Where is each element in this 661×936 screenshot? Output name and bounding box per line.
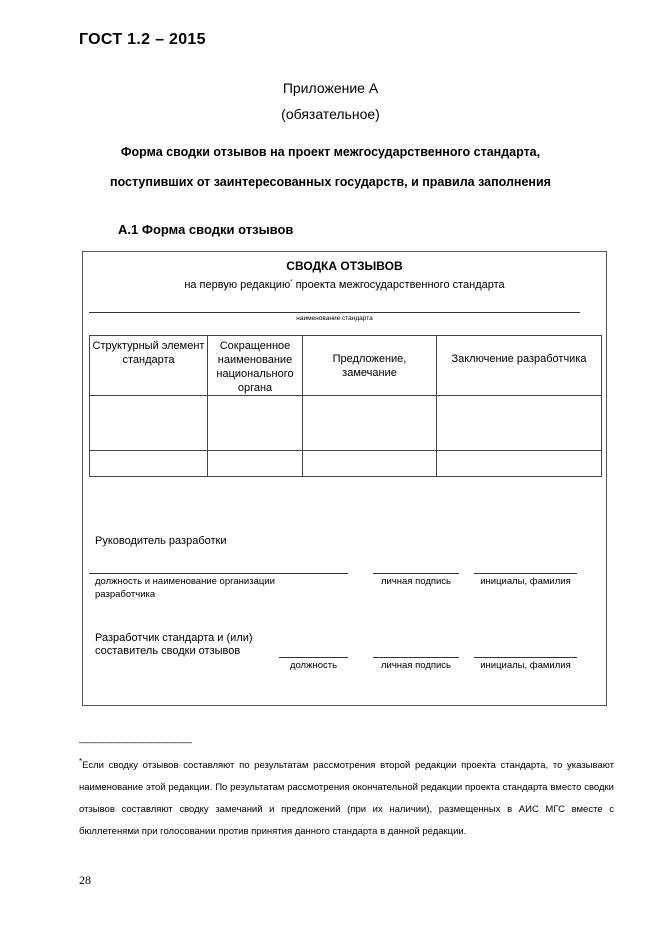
page-number: 28 xyxy=(79,873,91,887)
appendix-title: Приложение А xyxy=(282,80,379,96)
standard-header: ГОСТ 1.2 – 2015 xyxy=(79,31,206,48)
table-cell[interactable] xyxy=(90,396,208,451)
developer-position-line xyxy=(279,657,348,658)
leader-initials-line xyxy=(474,573,577,574)
table-cell[interactable] xyxy=(303,451,437,477)
appendix-subtitle: (обязательное) xyxy=(281,106,380,122)
developer-initials-caption: инициалы, фамилия xyxy=(480,660,571,671)
table-cell[interactable] xyxy=(437,396,602,451)
leader-initials-caption: инициалы, фамилия xyxy=(480,576,571,587)
leader-label: Руководитель разработки xyxy=(95,535,227,547)
section-title: А.1 Форма сводки отзывов xyxy=(118,222,294,237)
footnote-mark: * xyxy=(79,757,83,766)
column-header: Сокращенное наименование национального органа xyxy=(208,336,303,396)
footnote-text xyxy=(79,751,614,843)
summary-subtitle-pre: на первую редакцию xyxy=(184,279,291,291)
standard-name-line xyxy=(89,312,580,313)
table-row xyxy=(90,451,602,477)
footnote-body: Если сводку отзывов составляют по результатам рассмотрения второй редакции проекта стандарта, то указывают наименование этой редакции. По результатам рассмотрения окончательной редакции проекта стандарта вместо сводки отзывов составляют сводку замечаний и предложений (при их наличии), размещенных в АИС МГС вместе с бюллетенями при голосовании против принятия данного стандарта в данной редакции. xyxy=(79,760,614,838)
table-cell[interactable] xyxy=(437,451,602,477)
footnote-mark: * xyxy=(290,279,293,286)
leader-signature-line xyxy=(373,573,459,574)
developer-label: Разработчик стандарта и (или) составитель сводки отзывов xyxy=(95,632,253,657)
table-cell[interactable] xyxy=(208,451,303,477)
standard-name-caption: наименование стандарта xyxy=(296,315,373,322)
footnote-rule: —————————————— xyxy=(79,737,191,747)
column-header: Структурный элемент стандарта xyxy=(90,336,208,396)
table-row xyxy=(90,396,602,451)
form-heading-line-1: Форма сводки отзывов на проект межгосударственного стандарта, xyxy=(120,145,541,159)
table-cell[interactable] xyxy=(90,451,208,477)
leader-signature-caption: личная подпись xyxy=(380,576,452,587)
column-header: Предложение, замечание xyxy=(303,336,437,396)
column-header: Заключение разработчика xyxy=(437,336,602,396)
summary-subtitle-post: проекта межгосударственного стандарта xyxy=(292,279,505,291)
table-cell[interactable] xyxy=(303,396,437,451)
reviews-table xyxy=(89,335,602,477)
form-heading xyxy=(0,137,661,197)
table-header-row xyxy=(90,336,602,396)
leader-position-caption: должность и наименование организации разработчика xyxy=(95,576,275,600)
developer-initials-line xyxy=(474,657,577,658)
table-cell[interactable] xyxy=(208,396,303,451)
summary-title: СВОДКА ОТЗЫВОВ xyxy=(286,259,403,273)
developer-signature-line xyxy=(373,657,459,658)
form-heading-line-2: поступивших от заинтересованных государств, и правила заполнения xyxy=(110,175,551,189)
developer-position-caption: должность xyxy=(289,660,338,671)
developer-signature-caption: личная подпись xyxy=(380,660,452,671)
leader-position-line xyxy=(89,573,348,574)
summary-subtitle xyxy=(82,279,607,291)
